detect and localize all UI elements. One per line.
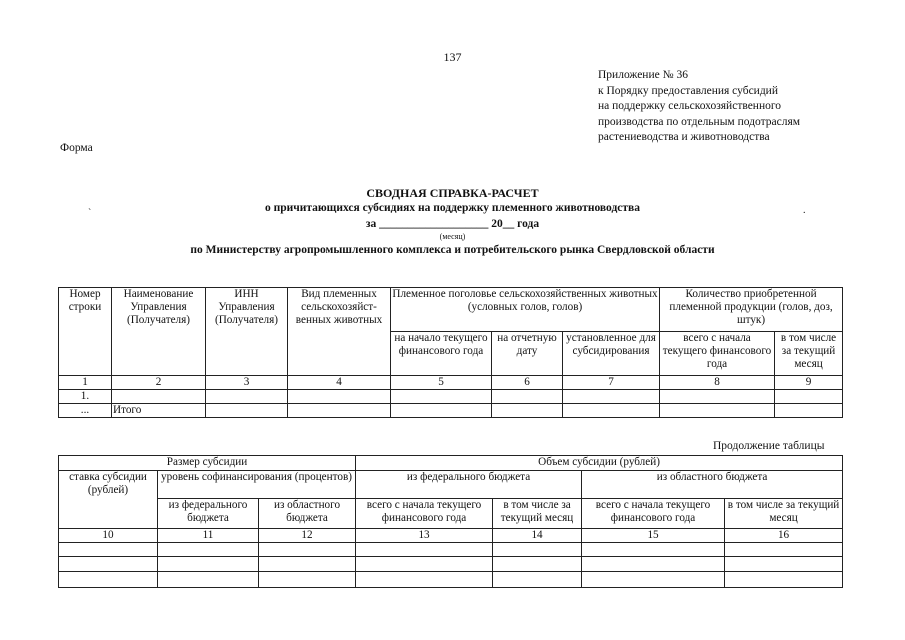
- table-cell: [158, 557, 259, 572]
- column-number: 7: [563, 376, 660, 390]
- column-number: 9: [775, 376, 843, 390]
- table-cell: [59, 543, 158, 557]
- table-cell: [492, 404, 563, 418]
- appendix-line: к Порядку предоставления субсидий: [598, 84, 778, 97]
- table-cell: [725, 572, 843, 588]
- table-cell: [660, 404, 775, 418]
- table-cell: [493, 543, 582, 557]
- row-number-cell: 1.: [59, 390, 112, 404]
- column-number: 13: [356, 529, 493, 543]
- table-cell: [660, 390, 775, 404]
- table-cell: [288, 390, 391, 404]
- column-number: 16: [725, 529, 843, 543]
- table-cell: [206, 390, 288, 404]
- header-inn: ИНН Управления (Получателя): [206, 288, 288, 376]
- header-federal: из федерального бюджета: [356, 471, 582, 499]
- appendix-line: Приложение № 36: [598, 69, 688, 81]
- table-cell: [356, 557, 493, 572]
- header-herd-set: установленное для субсидирования: [563, 332, 660, 376]
- table-cell: [725, 543, 843, 557]
- scan-mark: `: [88, 208, 92, 219]
- continuation-table: [58, 455, 843, 588]
- table-cell: [492, 390, 563, 404]
- column-number: 3: [206, 376, 288, 390]
- table-cell: [582, 572, 725, 588]
- table-cell: [563, 390, 660, 404]
- column-number: 12: [259, 529, 356, 543]
- header-federal-total: всего с начала текущего финансового года: [356, 499, 493, 529]
- table-cell: [391, 390, 492, 404]
- header-cofin-federal: из федерального бюджета: [158, 499, 259, 529]
- row-number-cell: ...: [59, 404, 112, 418]
- header-products-total: всего с начала текущего финансового года: [660, 332, 775, 376]
- header-herd-start: на начало текущего финансового года: [391, 332, 492, 376]
- total-label-cell: Итого: [112, 404, 206, 418]
- page-number: 137: [443, 50, 462, 64]
- header-herd-date: на отчетную дату: [492, 332, 563, 376]
- appendix-line: на поддержку сельскохозяйственного: [598, 100, 782, 112]
- column-number: 4: [288, 376, 391, 390]
- column-number: 14: [493, 529, 582, 543]
- table-cell: [356, 572, 493, 588]
- column-number: 8: [660, 376, 775, 390]
- column-number: 5: [391, 376, 492, 390]
- table-row: [59, 557, 843, 572]
- header-regional-month: в том числе за текущий месяц: [725, 499, 843, 529]
- doc-period: за ___________________ 20__ года: [365, 218, 540, 230]
- table-row: [59, 404, 843, 418]
- header-products-month: в том числе за текущий месяц: [775, 332, 843, 376]
- table-cell: [158, 543, 259, 557]
- table-cell: [725, 557, 843, 572]
- table-cell: [391, 404, 492, 418]
- appendix-line: производства по отдельным подотраслям: [598, 115, 801, 128]
- doc-title: СВОДНАЯ СПРАВКА-РАСЧЕТ: [366, 186, 539, 200]
- table-cell: [493, 572, 582, 588]
- table-cell: [775, 404, 843, 418]
- table-cell: [158, 572, 259, 588]
- appendix-line: растениеводства и животноводства: [598, 131, 770, 143]
- header-cofinancing: уровень софинансирования (процентов): [158, 471, 356, 499]
- table-cell: [563, 404, 660, 418]
- header-cofin-regional: из областного бюджета: [259, 499, 356, 529]
- header-rate: ставка субсидии (рублей): [59, 471, 158, 529]
- column-number: 11: [158, 529, 259, 543]
- table-cell: [259, 557, 356, 572]
- table-cell: [59, 557, 158, 572]
- table-cell: [112, 390, 206, 404]
- table-cell: [288, 404, 391, 418]
- table-cell: [493, 557, 582, 572]
- header-regional: из областного бюджета: [582, 471, 843, 499]
- table-cell: [259, 572, 356, 588]
- table-cell: [582, 543, 725, 557]
- column-number: 2: [112, 376, 206, 390]
- table-cell: [259, 543, 356, 557]
- header-recipient-name: Наименование Управления (Получателя): [112, 288, 206, 376]
- table-cell: [206, 404, 288, 418]
- header-subsidy-volume: Объем субсидии (рублей): [356, 456, 843, 471]
- scan-mark: .: [803, 205, 806, 216]
- table-cell: [59, 572, 158, 588]
- form-label: Форма: [60, 142, 93, 154]
- table-cell: [356, 543, 493, 557]
- header-breeding-herd: Племенное поголовье сельскохозяйственных животных (условных голов, голов): [391, 288, 660, 332]
- table-row: [59, 572, 843, 588]
- appendix-note: [598, 68, 800, 146]
- table-row: [59, 543, 843, 557]
- header-row-number: Номер строки: [59, 288, 112, 376]
- continuation-label: Продолжение таблицы: [713, 440, 825, 452]
- table-cell: [582, 557, 725, 572]
- column-number: 10: [59, 529, 158, 543]
- column-number: 15: [582, 529, 725, 543]
- column-number: 6: [492, 376, 563, 390]
- main-table: [58, 287, 843, 418]
- header-federal-month: в том числе за текущий месяц: [493, 499, 582, 529]
- header-purchased-products: Количество приобретенной племенной продукции (голов, доз, штук): [660, 288, 843, 332]
- table-cell: [775, 390, 843, 404]
- column-number: 1: [59, 376, 112, 390]
- header-regional-total: всего с начала текущего финансового года: [582, 499, 725, 529]
- header-subsidy-size: Размер субсидии: [59, 456, 356, 471]
- doc-subtitle: о причитающихся субсидиях на поддержку племенного животноводства: [264, 202, 641, 214]
- doc-period-hint: (месяц): [439, 232, 466, 241]
- doc-ministry: по Министерству агропромышленного комплекса и потребительского рынка Свердловской области: [190, 244, 715, 256]
- header-animal-kind: Вид племенных сельскохозяйст-венных животных: [288, 288, 391, 376]
- table-row: [59, 390, 843, 404]
